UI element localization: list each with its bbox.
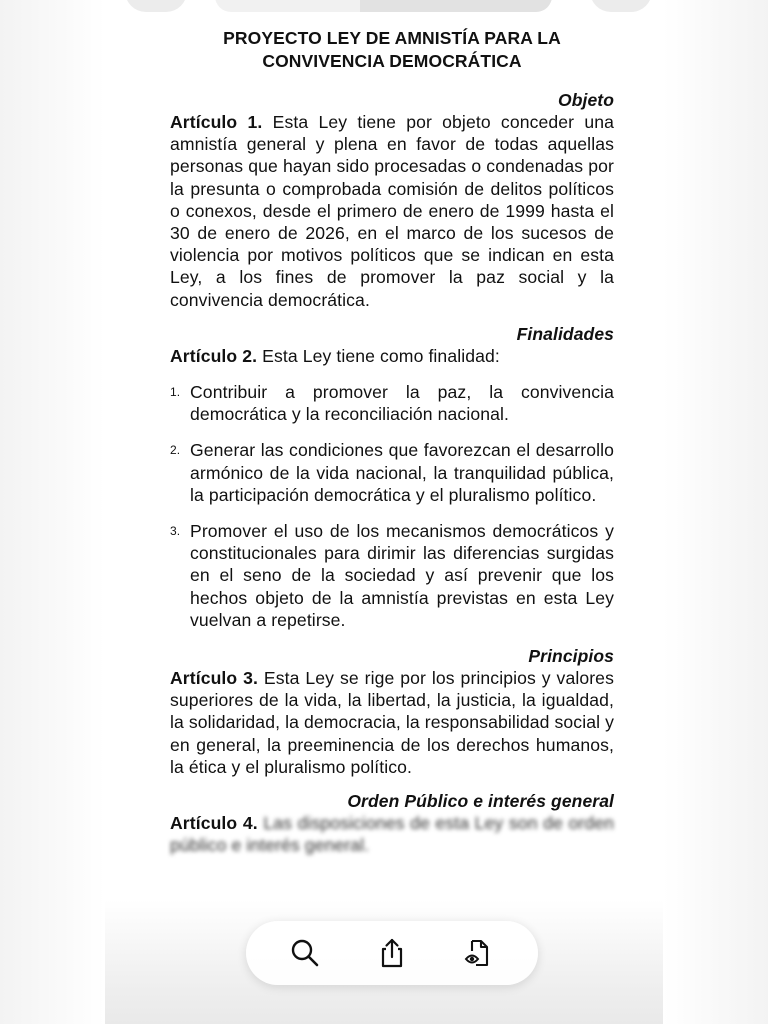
article-2 bbox=[170, 345, 614, 367]
more-button[interactable] bbox=[590, 0, 652, 12]
back-button[interactable] bbox=[125, 0, 187, 12]
list-item-number: 3. bbox=[170, 524, 181, 539]
article-1 bbox=[170, 111, 614, 311]
visual-lookup-icon bbox=[463, 937, 495, 969]
heading-orden-publico: Orden Público e interés general bbox=[347, 791, 614, 812]
heading-finalidades: Finalidades bbox=[516, 323, 614, 344]
share-button[interactable] bbox=[370, 931, 414, 975]
article-4-text: Las disposiciones de esta Ley son de orden público e interés general. bbox=[170, 813, 615, 856]
list-item-number: 2. bbox=[170, 443, 181, 458]
share-icon bbox=[376, 937, 408, 969]
article-3-text: Esta Ley se rige por los principios y valores superiores de la vida, la libertad, la justicia, la igualdad, la solidaridad, la democracia, la responsabilidad social y en general, la preeminencia de los derechos humanos, la ética y el pluralismo político. bbox=[170, 668, 614, 777]
article-4 bbox=[170, 812, 614, 856]
heading-objeto: Objeto bbox=[557, 90, 614, 110]
article-2-list bbox=[170, 381, 614, 631]
list-item-text: Promover el uso de los mecanismos democráticos y constitucionales para dirimir las diferencias surgidas en el seno de la sociedad y así prevenir que los hechos objeto de la amnistía previstas en esta Ley vuelvan a repetirse. bbox=[190, 521, 614, 630]
top-segmented-control[interactable] bbox=[215, 0, 552, 12]
list-item-number: 1. bbox=[170, 385, 181, 400]
title-line-1: PROYECTO LEY DE AMNISTÍA PARA LA bbox=[223, 28, 561, 48]
top-controls bbox=[0, 0, 768, 18]
list-item bbox=[170, 439, 614, 506]
heading-principios: Principios bbox=[528, 646, 614, 667]
title-line-2: CONVIVENCIA DEMOCRÁTICA bbox=[262, 51, 522, 71]
article-3-label: Artículo 3. bbox=[170, 668, 259, 689]
document-title bbox=[170, 27, 614, 73]
article-4-label: Artículo 4. bbox=[170, 813, 258, 834]
list-item-text: Contribuir a promover la paz, la convivencia democrática y la reconciliación nacional. bbox=[190, 382, 614, 425]
list-item bbox=[170, 520, 614, 631]
right-shade bbox=[663, 0, 768, 1024]
visual-lookup-button[interactable] bbox=[457, 931, 501, 975]
article-1-text: Esta Ley tiene por objeto conceder una amnistía general y plena en favor de todas aquellas personas que hayan sido procesadas o condenadas por la presunta o comprobada comisión de delitos políticos o conexos, desde el primero de enero de 1999 hasta el 30 de enero de 2026, en el marco de los sucesos de violencia por motivos políticos que se indican en esta Ley, a los fines de promover la paz social y la convivencia democrática. bbox=[170, 112, 614, 310]
article-1-label: Artículo 1. bbox=[170, 112, 263, 132]
search-icon bbox=[289, 937, 321, 969]
article-3 bbox=[170, 667, 614, 778]
left-shade bbox=[0, 0, 105, 1024]
article-2-label: Artículo 2. bbox=[170, 345, 258, 366]
list-item-text: Generar las condiciones que favorezcan el desarrollo armónico de la vida nacional, la tranquilidad pública, la participación democrática y el pluralismo político. bbox=[190, 440, 614, 505]
document-page bbox=[170, 27, 614, 856]
article-2-text: Esta Ley tiene como finalidad: bbox=[262, 345, 500, 366]
bottom-toolbar bbox=[246, 921, 538, 985]
search-button[interactable] bbox=[283, 931, 327, 975]
list-item bbox=[170, 381, 614, 425]
